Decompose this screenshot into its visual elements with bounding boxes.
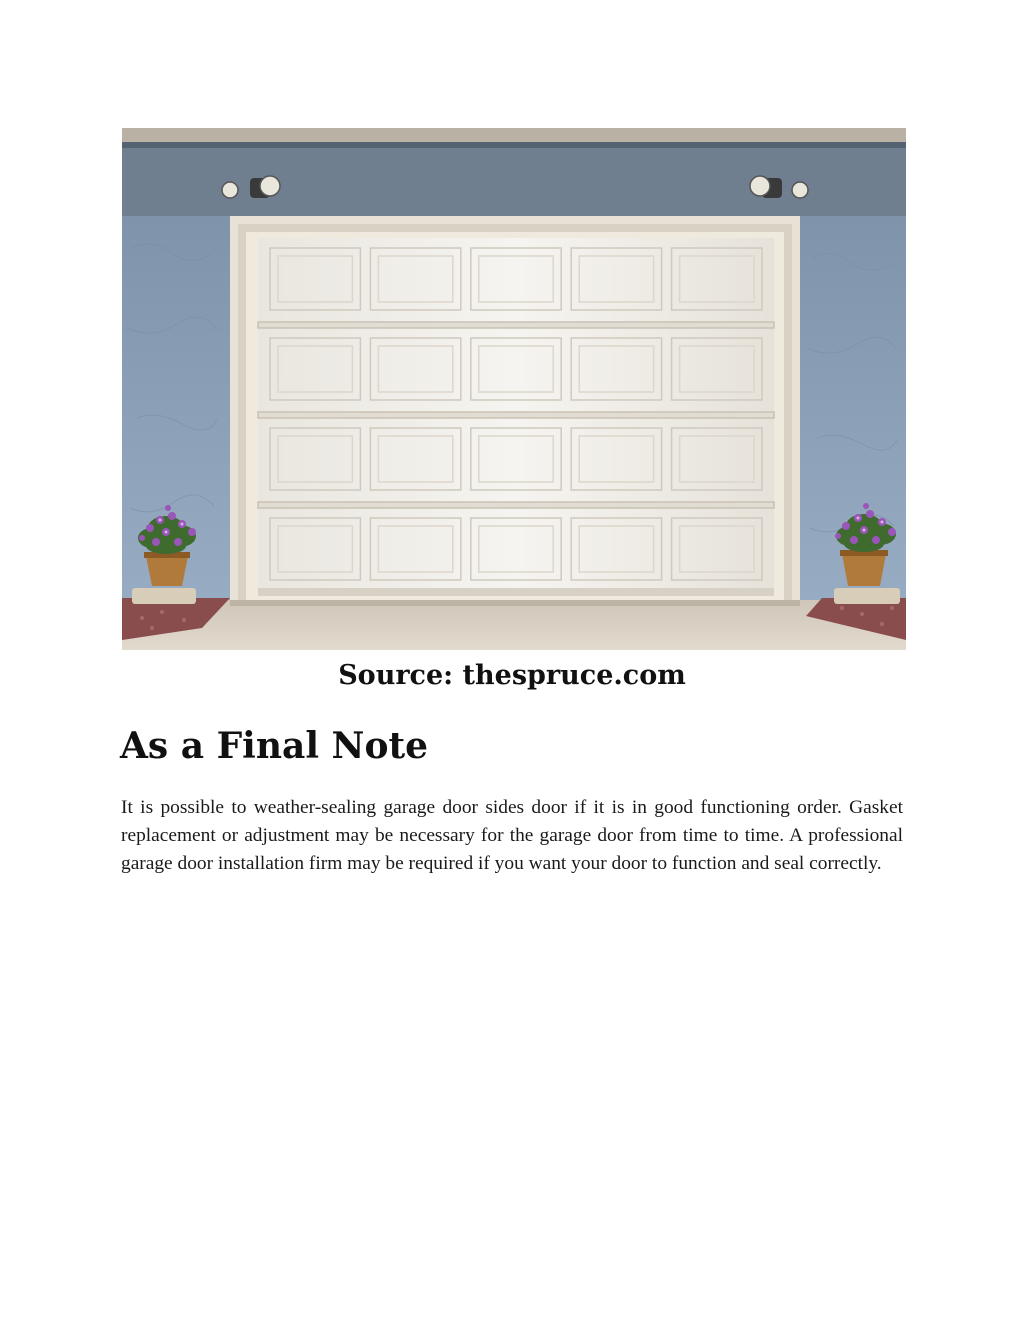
right-stone bbox=[834, 588, 900, 604]
left-stone bbox=[132, 588, 196, 604]
door-section-seam bbox=[258, 412, 774, 418]
soffit-band bbox=[122, 142, 906, 216]
garage-door-illustration bbox=[122, 128, 906, 650]
driveway bbox=[122, 600, 906, 650]
roof-fascia bbox=[122, 128, 906, 142]
door-section-seam bbox=[258, 502, 774, 508]
section-heading: As a Final Note bbox=[120, 725, 428, 767]
section-paragraph: It is possible to weather-sealing garage door sides door if it is in good functioning order. Gasket replacement or adjustment may be necessary for the garage door from time to time. A professional garage door installation firm may be required if you want your door to function and seal correctly. bbox=[121, 797, 903, 874]
figure-caption: Source: thespruce.com bbox=[338, 660, 686, 691]
garage-door-photo bbox=[122, 128, 906, 650]
door-section-seam bbox=[258, 322, 774, 328]
